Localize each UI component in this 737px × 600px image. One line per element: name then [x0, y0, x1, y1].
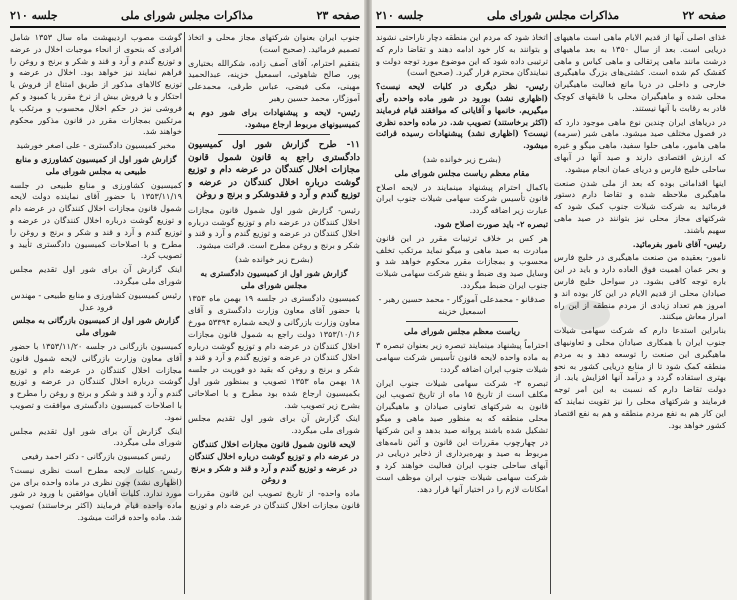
paragraph: اینک گزارش آن برای شور اول تقدیم مجلس شورای ملی میگردد. — [10, 425, 182, 448]
paragraph: گوشت مصوب اردیبهشت ماه سال ۱۳۵۳ شامل افرادی که بنحوی از انحاء موجبات اخلال در عرضه و توزیع گندم و آرد و قند و شکر و برنج و روغن را فراهم نمایند نیز خواهد بود. اخلال در عرضه و توزیع کالاهای مذکور از طریق امتناع از فروش یا احتکار و یا فروش بیش از نرخ مقرر یا کمبود و کم فروشی نیز در حکم اخلال محسوب و مرتکب یا مرتکبین بمجازات مقرر در قانون مذکور محکوم خواهند شد. — [10, 32, 182, 137]
section-separator — [406, 321, 518, 322]
book-gutter — [364, 0, 372, 600]
right-page-session: جلسه ۲۱۰ — [376, 8, 424, 22]
paragraph: کمیسیون دادگستری در جلسه ۱۹ بهمن ماه ۱۳۵۳ با حضور آقای معاون وزارت دادگستری و آقای معاون وزارت بازرگانی و لایحه شماره ۵۳۳۹۴ مورخ ۱۳۵۳/۱۰/۱۶ دولت راجع به شمول قانون مجازات اخلال کنندگان در عرضه دام و توزیع گوشت درباره اخلال کنندگان در عرضه و توزیع گندم و آرد و قند و شکر و برنج و روغن که بقید دو فوریت در جلسه ۱۸ بهمن ماه ۱۳۵۳ تصویب و بمنظور شور اول بکمیسیون ارجاع شده بود مطرح و با اصلاحاتی بشرح زیر تصویب شد. — [188, 293, 360, 410]
signature-line: مخبر کمیسیون دادگستری - علی اصغر خورشید — [16, 140, 176, 151]
paragraph: بنابراین استدعا دارم که شرکت سهامی شیلات جنوب ایران با همکاری صیادان محلی و تعاونیهای ماهیگیری این صنعت را توسعه دهد و به مردم منطقه کمک شود تا از منابع دریایی کشور به نحو بهتری استفاده گردد و درآمد آنها افزایش یابد. از دولت تقاضا دارم که نسبت به این امر توجه فرمایند و شرکتهای محلی را نیز تقویت نمایند که این کار هم به نفع مردم منطقه و هم به نفع اقتصاد کشور خواهد بود. — [554, 325, 726, 430]
left-page-session: جلسه ۲۱۰ — [10, 8, 58, 22]
left-column-divider — [184, 32, 185, 594]
left-page-number: صفحه ۲۳ — [316, 8, 360, 22]
right-page-number: صفحه ۲۲ — [682, 8, 726, 22]
speaker-statement: رئیس- آقای نامور بفرمائید. — [632, 238, 726, 249]
paragraph: غذای اصلی آنها از قدیم الایام ماهی است ماهیهای دریایی است. بعد از سال ۱۳۵۰ به بعد ماهیهای درشت مانند ماهی پرتقالی و ماهی کیاس و ماهی کفشک کم شده است. کشتی‌های بزرگ ماهیگیری خارجی و داخلی در دریا مانع فعالیت ماهیگیران محلی شده و ماهیگیران محلی با قایقهای کوچک قادر به رقابت با آنها نیستند. — [554, 32, 726, 113]
paragraph: اینها اقداماتی بوده که بعد از ملی شدن صنعت ماهیگیری ملاحظه شده و تقاضا دارم دستور فرمائید به شرکت شیلات جنوب کمک شود که شرکتهای مجاز محلی نیز بتوانند در صید ماهی سهیم باشند. — [554, 177, 726, 235]
left-page-column-2 — [10, 32, 182, 596]
left-page-column-1 — [188, 32, 360, 596]
right-page-header — [376, 6, 726, 24]
signature-line: رئیس کمیسیون کشاورزی و منابع طبیعی - مهندس فرود عدل — [10, 289, 182, 312]
left-page-running-title: مذاکرات مجلس شورای ملی — [121, 8, 254, 22]
paragraph: اتخاذ شود که مردم این منطقه دچار ناراحتی نشوند و بتوانند به کار خود ادامه دهند و تقاضا دارم که ترتیبی داده شود که این موضوع مورد توجه دولت و نمایندگان محترم قرار گیرد. (صحیح است) — [376, 32, 548, 78]
paper-stain — [560, 300, 610, 330]
left-page — [6, 0, 364, 600]
right-page — [372, 0, 730, 600]
paragraph: ماده واحده- از تاریخ تصویب این قانون مقررات قانون مجازات اخلال کنندگان در عرضه دام و توزیع — [188, 488, 360, 510]
address-heading: مقام معظم ریاست مجلس شورای ملی — [394, 167, 530, 178]
reading-note: (بشرح زیر خوانده شد) — [423, 153, 501, 164]
speaker-statement: رئیس- لایحه و پیشنهادات برای شور دوم به کمیسیونهای مربوط ارجاع میشود. — [188, 106, 360, 129]
left-page-header — [10, 6, 360, 24]
right-header-rule — [376, 26, 726, 28]
report-heading: گزارش شور اول از کمیسیون کشاورزی و منابع طبیعی به مجلس شورای ملی — [15, 153, 177, 176]
signature-line: رئیس کمیسیون بازرگانی - دکتر احمد رفیعی — [21, 451, 171, 462]
paragraph: هر کس بر خلاف ترتیبات مقرر در این قانون مبادرت به صید ماهی و میگو نماید مرتکب تخلف محسوب و بمجازات مقرر محکوم خواهد شد و وسایل صید وی ضبط و بنفع شرکت سهامی شیلات جنوب ایران ضبط میگردد. — [376, 232, 548, 290]
speaker-statement: نامور- بعقیده من صنعت ماهیگیری در خلیج فارس و بحر عمان اهمیت فوق العاده دارد و باید در این باره توجه کافی بشود. در سواحل خلیج فارس صیادان محلی از قدیم الایام در این کار بوده اند و امروز هم تعداد زیادی از مردم منطقه از این راه امرار معاش میکنند. — [554, 252, 726, 322]
paragraph: در دریاهای ایران چندین نوع ماهی موجود دارد که در فصول مختلف صید میشود. ماهی شیر (سرمه) ماهی هامور، ماهی حلوا سفید، ماهی میگو و غیره که ارزش اقتصادی دارند و صید آنها در آبهای ساحلی خلیج فارس و دریای عمان انجام میشود. — [554, 116, 726, 174]
section-heading: ۱۱- طرح گزارش شور اول کمیسیون دادگستری راجع به قانون شمول قانون مجازات اخلال کنندگان در عرضه دام و توزیع گوشت درباره اخلال کنندگان در عرضه و توزیع گندم و آرد و فقدوشکر و برنج و روغن — [188, 140, 360, 201]
right-page-running-title: مذاکرات مجلس شورای ملی — [487, 8, 620, 22]
paper-stain — [120, 470, 180, 510]
paragraph: اینک گزارش آن برای شور اول تقدیم مجلس شورای ملی میگردد. — [10, 264, 182, 286]
section-separator — [218, 134, 330, 135]
left-header-rule — [10, 26, 360, 28]
signatories: بتفقیم احترام، آقای آصف زاده، شکرالله بختیاری پور، صالح شاهوئی، اسمعیل خزینه، عبدالحمید مهینی، مکی فیضی، عباس طرقی، محمدعلی آموزگار، محمد حسین رهبر — [188, 57, 360, 103]
paragraph: جنوب ایران بعنوان شرکتهای مجاز محلی و اتخاذ تصمیم فرمائید. (صحیح است) — [188, 32, 360, 54]
address-heading: ریاست معظم مجلس شورای ملی — [404, 326, 520, 337]
speaker-statement: رئیس- کلیات لایحه مطرح است نظری نیست؟ (اظهاری نشد) چون نظری در ماده واحده برای من مورد ندارد. کلیات آقایان موافقین با ورود در شور ماده واحده قیام فرمایند (اکثر برخاستند) تصویب شد. ماده واحده قرائت میشود. — [10, 464, 182, 523]
paragraph: احتراماً پیشنهاد مینمایند تبصره زیر بعنوان تبصره ۳ به ماده واحده لایحه قانون تأسیس شرکت سهامی شیلات جنوب ایران اضافه گردد: — [376, 340, 548, 374]
right-page-column-2 — [376, 32, 548, 596]
clause-heading: تبصره ۲- باید صورت اصلاح شود. — [434, 218, 548, 229]
report-heading: گزارش شور اول از کمیسیون دادگستری به مجلس شورای ملی — [200, 267, 348, 290]
paragraph: تبصره ۳- شرکت سهامی شیلات جنوب ایران مکلف است از تاریخ ۱۵ ماه از تاریخ تصویب این قانون به شرکتهای تعاونی صیادان و ماهیگیران محلی منطقه که به منظور صید ماهی و میگو تشکیل شده باشند پروانه صید بدهد و این شرکتها در چهارچوب مقررات این قانون و آئین نامه‌های مربوط به صید و بهره‌برداری از ذخایر دریایی در آبهای ساحلی جنوب ایران فعالیت خواهند کرد و شرکت سهامی شیلات جنوب ایران موظف است امکانات لازم را در اختیار آنها قرار دهد. — [376, 377, 548, 494]
paragraph: کمیسیون کشاورزی و منابع طبیعی در جلسه ۱۳۵۳/۱۱/۱۹ با حضور آقای نماینده دولت لایحه شمول قانون مجازات اخلال کنندگان در عرضه دام و توزیع گوشت درباره اخلال کنندگان در عرضه و توزیع گندم و آرد و قند و شکر و برنج و روغن را مطرح و با اصلاحات کمیسیون دادگستری تأیید و تصویب کرد. — [10, 179, 182, 261]
right-column-divider — [550, 32, 551, 594]
paragraph: کمیسیون بازرگانی در جلسه ۱۳۵۳/۱۱/۲۰ با حضور آقای معاون وزارت بازرگانی لایحه شمول قانون مجازات اخلال کنندگان در عرضه دام و توزیع گوشت درباره اخلال کنندگان در عرضه و توزیع گندم و آرد و قند و شکر و برنج و روغن را مطرح و با اصلاحات کمیسیون دادگستری موافقت و تصویب نمود. — [10, 340, 182, 422]
signature-line: صدقانو - محمدعلی آموزگار - محمد حسین رهبر - اسمعیل خزینه — [378, 293, 546, 316]
reading-note: (بشرح زیر خوانده شد) — [235, 254, 313, 265]
bill-title: لایحه قانون شمول قانون مجازات اخلال کنندگان در عرضه دام و توزیع گوشت درباره اخلال کنندگان در عرضه و توزیع گندم و آرد و قند و شکر و برنج و روغن — [188, 439, 360, 485]
speaker-statement: رئیس- گزارش شور اول شمول قانون مجازات اخلال کنندگان در عرضه دام و توزیع گوشت درباره اخلال کنندگان در عرضه و توزیع گندم و آرد و قند و شکر و برنج و روغن مطرح است. قرائت میشود. — [188, 204, 360, 251]
speaker-statement: رئیس- نظر دیگری در کلیات لایحه نیست؟ (اظهاری نشد) بورود در شور ماده واحده رأی میگیریم. خانمها و آقایانی که موافقند قیام فرمایند (اکثر برخاستند) تصویب شد. در ماده واحده نظری نیست؟ (اظهاری نشد) پیشنهادات رسیده قرائت میشود. — [376, 81, 548, 151]
paragraph: اینک گزارش آن برای شور اول تقدیم مجلس شورای ملی میگردد. — [188, 413, 360, 436]
paragraph: باکمال احترام پیشنهاد مینمایند در لایحه اصلاح قانون تأسیس شرکت سهامی شیلات جنوب ایران عبارت زیر اضافه گردد. — [376, 181, 548, 216]
report-heading: گزارش شور اول از کمیسیون بازرگانی به مجلس شورای ملی — [12, 315, 180, 338]
